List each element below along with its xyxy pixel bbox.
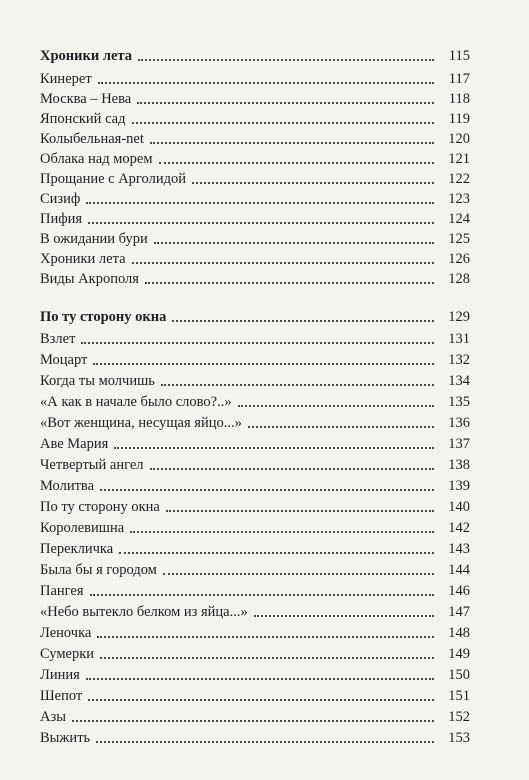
- toc-page-number: 153: [448, 730, 470, 746]
- dot-leader: [138, 59, 434, 61]
- dot-leader: [86, 202, 434, 204]
- toc-page-number: 123: [448, 191, 470, 207]
- toc-page-number: 135: [448, 394, 470, 410]
- dot-leader: [248, 426, 434, 428]
- toc-page-number: 118: [448, 91, 470, 107]
- toc-entry: [40, 517, 470, 537]
- toc-section-title: По ту сторону окна: [40, 309, 167, 325]
- dot-leader: [72, 720, 434, 722]
- toc-entry-title: Кинерет: [40, 71, 92, 87]
- toc-page-number: 136: [448, 415, 470, 431]
- toc-entry: [40, 268, 470, 288]
- toc-page-number: 150: [448, 667, 470, 683]
- toc-entry-title: Пангея: [40, 583, 84, 599]
- toc-entry-title: Японский сад: [40, 111, 126, 127]
- toc-entry-title: «Вот женщина, несущая яйцо...»: [40, 415, 242, 431]
- dot-leader: [88, 699, 434, 701]
- dot-leader: [132, 262, 434, 264]
- toc-entry: [40, 391, 470, 411]
- dot-leader: [130, 531, 434, 533]
- toc-page-number: 143: [448, 541, 470, 557]
- toc-entry-title: По ту сторону окна: [40, 499, 160, 515]
- toc-page-number: 137: [448, 436, 470, 452]
- dot-leader: [93, 363, 434, 365]
- toc-entry-title: Аве Мария: [40, 436, 109, 452]
- toc-entry: [40, 685, 470, 705]
- toc-entry: [40, 370, 470, 390]
- dot-leader: [150, 468, 434, 470]
- toc-page-number: 125: [448, 231, 470, 247]
- toc-page-number: 121: [448, 151, 470, 167]
- dot-leader: [81, 342, 434, 344]
- toc-page-number: 139: [448, 478, 470, 494]
- toc-entry-title: Выжить: [40, 730, 91, 746]
- toc-page-number: 144: [448, 562, 470, 578]
- toc-entry-title: Королевишна: [40, 520, 125, 536]
- toc-entry: [40, 580, 470, 600]
- toc-entry: [40, 128, 470, 148]
- toc-entry: [40, 643, 470, 663]
- toc-entry: [40, 475, 470, 495]
- dot-leader: [90, 594, 434, 596]
- toc-entry-title: Хроники лета: [40, 251, 126, 267]
- toc-entry-title: Когда ты молчишь: [40, 373, 155, 389]
- toc-entry: [40, 454, 470, 474]
- toc-entry: [40, 228, 470, 248]
- dot-leader: [159, 162, 434, 164]
- toc-page-number: 151: [448, 688, 470, 704]
- toc-entry: [40, 496, 470, 516]
- toc-page-number: 138: [448, 457, 470, 473]
- toc-entry-title: Сумерки: [40, 646, 95, 662]
- dot-leader: [137, 102, 434, 104]
- toc-page-number: 142: [448, 520, 470, 536]
- toc-section-heading: [40, 45, 470, 65]
- toc-page-number: 131: [448, 331, 470, 347]
- toc-page-number: 148: [448, 625, 470, 641]
- toc-entry: [40, 168, 470, 188]
- toc-page-number: 120: [448, 131, 470, 147]
- dot-leader: [254, 615, 434, 617]
- toc-page-number: 140: [448, 499, 470, 515]
- toc-entry: [40, 706, 470, 726]
- toc-entry: [40, 88, 470, 108]
- toc-entry-title: Сизиф: [40, 191, 81, 207]
- toc-entry: [40, 208, 470, 228]
- dot-leader: [172, 320, 434, 322]
- toc-page-number: 124: [448, 211, 470, 227]
- dot-leader: [114, 447, 434, 449]
- toc-page-number: 129: [448, 309, 470, 325]
- toc-entry-title: Москва – Нева: [40, 91, 132, 107]
- toc-entry: [40, 601, 470, 621]
- toc-entry: [40, 664, 470, 684]
- toc-entry-title: Перекличка: [40, 541, 114, 557]
- toc-entry-title: В ожидании бури: [40, 231, 148, 247]
- dot-leader: [161, 384, 434, 386]
- toc-entry: [40, 328, 470, 348]
- toc-page-number: 117: [448, 71, 470, 87]
- toc-entry-title: Виды Акрополя: [40, 271, 139, 287]
- toc-page-number: 122: [448, 171, 470, 187]
- dot-leader: [100, 489, 434, 491]
- toc-entry: [40, 248, 470, 268]
- toc-entry: [40, 108, 470, 128]
- toc-entry: [40, 412, 470, 432]
- toc-entry: [40, 188, 470, 208]
- toc-entry-title: Четвертый ангел: [40, 457, 144, 473]
- toc-entry-title: Моцарт: [40, 352, 88, 368]
- toc-page-number: 147: [448, 604, 470, 620]
- toc-entry: [40, 148, 470, 168]
- toc-entry-title: Азы: [40, 709, 66, 725]
- toc-entry: [40, 349, 470, 369]
- toc-entry-title: Линия: [40, 667, 80, 683]
- dot-leader: [97, 636, 434, 638]
- toc-entry: [40, 68, 470, 88]
- toc-entry-title: Облака над морем: [40, 151, 153, 167]
- toc-page-number: 128: [448, 271, 470, 287]
- dot-leader: [150, 142, 434, 144]
- dot-leader: [86, 678, 434, 680]
- dot-leader: [192, 182, 434, 184]
- toc-entry-title: Колыбельная-net: [40, 131, 144, 147]
- dot-leader: [154, 242, 434, 244]
- toc-entry-title: Была бы я городом: [40, 562, 157, 578]
- dot-leader: [163, 573, 434, 575]
- toc-entry: [40, 433, 470, 453]
- toc-entry-title: «А как в начале было слово?..»: [40, 394, 232, 410]
- toc-entry: [40, 727, 470, 747]
- toc-page-number: 132: [448, 352, 470, 368]
- dot-leader: [145, 282, 434, 284]
- toc-page-number: 149: [448, 646, 470, 662]
- toc-page-number: 146: [448, 583, 470, 599]
- toc-entry: [40, 559, 470, 579]
- toc-entry-title: Шепот: [40, 688, 83, 704]
- toc-entry-title: Молитва: [40, 478, 95, 494]
- dot-leader: [119, 552, 434, 554]
- toc-page-number: 152: [448, 709, 470, 725]
- toc-entry-title: Леночка: [40, 625, 92, 641]
- toc-section-title: Хроники лета: [40, 48, 132, 64]
- toc-page-number: 115: [448, 48, 470, 64]
- toc-entry-title: Прощание с Арголидой: [40, 171, 186, 187]
- dot-leader: [100, 657, 434, 659]
- toc-entry: [40, 622, 470, 642]
- dot-leader: [88, 222, 434, 224]
- toc-entry-title: Пифия: [40, 211, 83, 227]
- toc-section-heading: [40, 306, 470, 326]
- toc-entry-title: Взлет: [40, 331, 76, 347]
- toc-entry-title: «Небо вытекло белком из яйца...»: [40, 604, 248, 620]
- dot-leader: [98, 82, 434, 84]
- dot-leader: [238, 405, 434, 407]
- toc-entry: [40, 538, 470, 558]
- dot-leader: [166, 510, 434, 512]
- dot-leader: [96, 741, 434, 743]
- toc-page-number: 126: [448, 251, 470, 267]
- dot-leader: [132, 122, 435, 124]
- toc-page-number: 119: [448, 111, 470, 127]
- toc-page-number: 134: [448, 373, 470, 389]
